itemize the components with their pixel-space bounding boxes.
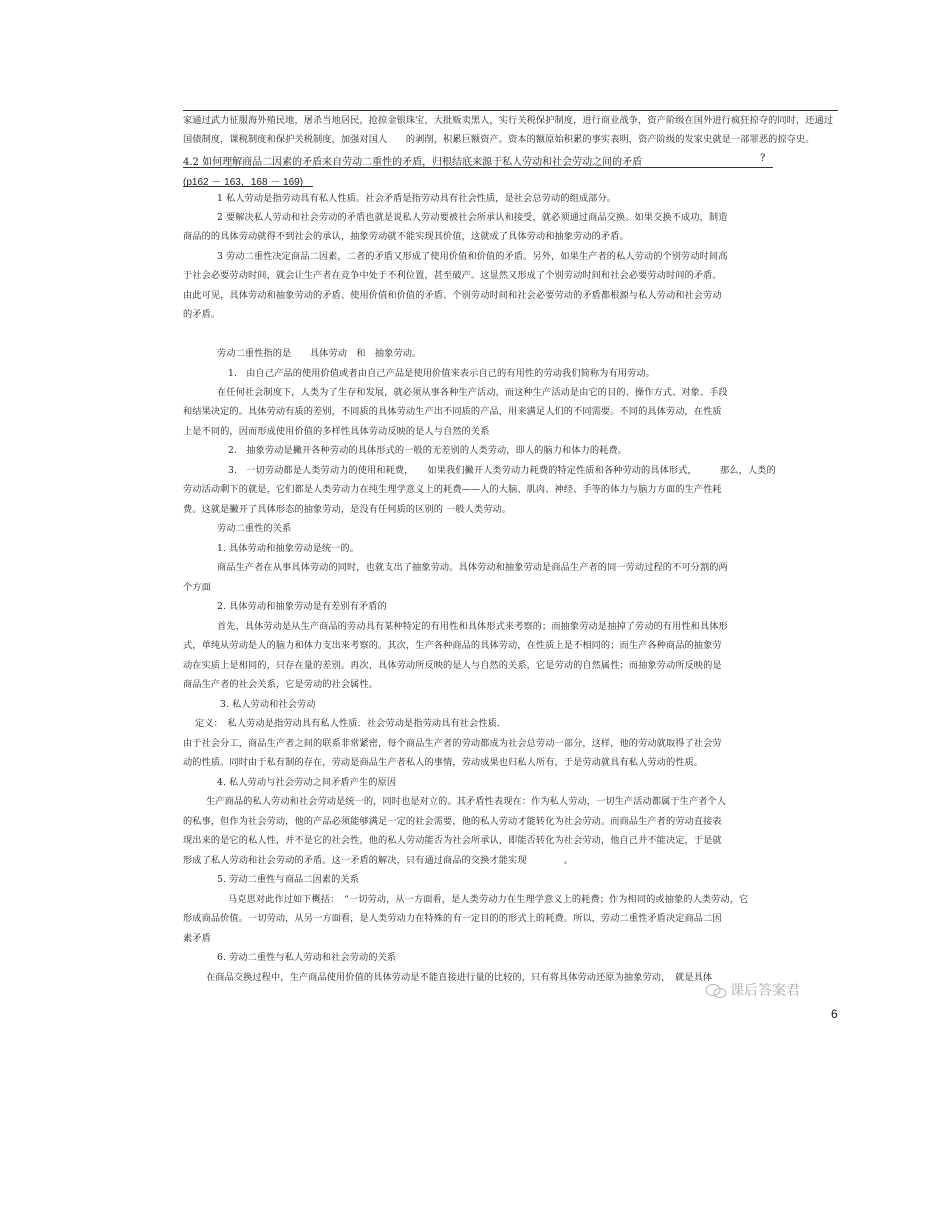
body-line: 在任何社会制度下，人类为了生存和发展，就必须从事各种生产活动，而这种生产活动是由它的目的、操作方式、对象、手段	[217, 387, 728, 398]
question-title: 4.2 如何理解商品二因素的矛盾来自劳动二重性的矛盾，归根结底来源于私人劳动和社会劳动之间的矛盾	[183, 157, 643, 168]
body-line: 1. 由自己产品的使用价值或者由自己产品是使用价值来表示自己的有用性的劳动我们简称为有用劳动。	[228, 368, 655, 379]
watermark-text: 课后答案君	[730, 983, 800, 999]
answer-line: 于社会必要劳动时间，就会让生产者在竞争中处于不利位置，甚至破产。这显然又形成了个别劳动时间和社会必要劳动时间的矛盾。	[183, 270, 722, 281]
top-rule	[183, 110, 838, 111]
body-line: 在商品交换过程中，生产商品使用价值的具体劳动是不能直接进行量的比较的，只有将具体劳动还原为抽象劳动， 就是具体	[206, 972, 713, 983]
body-line: 式，单纯从劳动是人的脑力和体力支出来考察的。其次，生产各种商品的具体劳动，在性质上是不相同的；而生产各种商品的抽象劳	[183, 640, 722, 651]
wechat-icon	[705, 984, 727, 998]
answer-line: 的矛盾。	[183, 309, 221, 320]
body-line: 商品生产者在从事具体劳动的同时，也就支出了抽象劳动。具体劳动和抽象劳动是商品生产者的同一劳动过程的不可分割的两	[217, 562, 728, 573]
pages-underline	[183, 186, 313, 187]
body-line: 3. 一切劳动都是人类劳动力的使用和耗费， 如果我们撇开人类劳动力耗费的特定性质和各种劳动的具体形式， 那么，人类的	[228, 465, 776, 476]
body-line: 劳动二重性指的是 具体劳动 和 抽象劳动。	[217, 348, 422, 359]
body-line: 劳动活动剩下的就是，它们都是人类劳动力在纯生理学意义上的耗费——人的大脑、肌肉、神经、手等的体力与脑力方面的生产性耗	[183, 484, 722, 495]
answer-line: 由此可见，具体劳动和抽象劳动的矛盾、使用价值和价值的矛盾、个别劳动时间和社会必要劳动的矛盾都根源与私人劳动和社会劳动	[183, 290, 722, 301]
watermark	[705, 980, 800, 1000]
body-line: 2. 抽象劳动是撇开各种劳动的具体形式的一般的无差别的人类劳动，即人的脑力和体力的耗费。	[228, 445, 628, 456]
page-number: 6	[831, 1007, 838, 1021]
question-pages: (p162 － 163，168 － 169)	[183, 177, 304, 188]
answer-line: 3 劳动二重性决定商品二因素，二者的矛盾又形成了使用价值和价值的矛盾。另外，如果生产者的私人劳动的个别劳动时间高	[217, 251, 728, 262]
body-line: 2. 具体劳动和抽象劳动是有差别有矛盾的	[217, 601, 387, 612]
body-line: 由于社会分工，商品生产者之间的联系非常紧密，每个商品生产者的劳动都成为社会总劳动一部分，这样，他的劳动就取得了社会劳	[183, 738, 722, 749]
body-line: 形成了私人劳动和社会劳动的矛盾。这一矛盾的解决，只有通过商品的交换才能实现 。	[183, 855, 574, 866]
body-line: 5. 劳动二重性与商品二因素的关系	[217, 874, 360, 885]
body-line: 形成商品价值。一切劳动，从另一方面看，是人类劳动力在特殊的有一定目的的形式上的耗费。所以，劳动二重性矛盾决定商品二因	[183, 913, 722, 924]
header-line: 家通过武力征服海外殖民地，屠杀当地居民，抢掠金银珠宝，大批贩卖黑人，实行关税保护制度，进行商业战争，资产阶级在国外进行疯狂掠夺的同时，还通过	[183, 115, 834, 126]
body-line: 素矛盾	[183, 933, 211, 944]
question-underline	[183, 167, 773, 168]
body-line: 定义： 私人劳动是指劳动具有私人性质．社会劳动是指劳动具有社会性质．	[195, 718, 507, 729]
body-line: 生产商品的私人劳动和社会劳动是统一的，同时也是对立的。其矛盾性表现在：作为私人劳动，一切生产活动都属于生产者个人	[206, 796, 727, 807]
answer-line: 商品的的具体劳动就得不到社会的承认，抽象劳动就不能实现其价值，这就成了具体劳动和抽象劳动的矛盾。	[183, 231, 629, 242]
body-line: 现出来的是它的私人性，并不是它的社会性，他的私人劳动能否为社会所承认，即能否转化为社会劳动，他自己并不能决定，于是就	[183, 835, 722, 846]
question-mark: ?	[760, 153, 766, 164]
body-line: 1. 具体劳动和抽象劳动是统一的。	[217, 543, 360, 554]
body-line: 的私事，但作为社会劳动，他的产品必须能够满足一定的社会需要，他的私人劳动才能转化为社会劳动。而商品生产者的劳动直接表	[183, 816, 722, 827]
body-line: 3. 私人劳动和社会劳动	[220, 699, 316, 710]
body-line: 个方面	[183, 582, 211, 593]
body-line: 4. 私人劳动与社会劳动之间矛盾产生的原因	[217, 777, 397, 788]
body-line: 劳动二重性的关系	[217, 523, 292, 534]
body-line: 6. 劳动二重性与私人劳动和社会劳动的关系	[217, 952, 397, 963]
body-line: 马克思对此作过如下概括： “一切劳动，从一方面看，是人类劳动力在生理学意义上的耗费；作为相同的或抽象的人类劳动，它	[228, 894, 749, 905]
answer-line: 1 私人劳动是指劳动具有私人性质。社会矛盾是指劳动具有社会性质，是社会总劳动的组成部分。	[217, 193, 617, 204]
body-line: 首先，具体劳动是从生产商品的劳动具有某种特定的有用性和具体形式来考察的；而抽象劳动是抽掉了劳动的有用性和具体形	[217, 621, 728, 632]
body-line: 商品生产者的社会关系，它是劳动的社会属性。	[183, 679, 379, 690]
answer-line: 2 要解决私人劳动和社会劳动的矛盾也就是说私人劳动要被社会所承认和接受，就必须通过商品交换。如果交换不成功，制造	[217, 212, 728, 223]
body-line: 上是不同的，因而形成使用价值的多样性具体劳动反映的是人与自然的关系	[183, 426, 490, 437]
body-line: 动在实质上是相同的，只存在量的差别。再次，具体劳动所反映的是人与自然的关系，它是劳动的自然属性；而抽象劳动所反映的是	[183, 660, 722, 671]
body-line: 和结果决定的。具体劳动有质的差别，不同质的具体劳动生产出不同质的产品，用来满足人们的不同需要。不同的具体劳动，在性质	[183, 406, 722, 417]
header-line: 国债制度，课税制度和保护关税制度，加强对国人 的剥削，积累巨额资产。资本的额原始积累的事实表明，资产阶级的发家史就是一部罪恶的掠夺史。	[183, 134, 815, 145]
body-line: 动的性质。同时由于私有制的存在，劳动是商品生产者私人的事情，劳动成果也归私人所有，于是劳动就具有私人劳动的性质。	[183, 757, 704, 768]
body-line: 费。这就是撇开了具体形态的抽象劳动，是没有任何质的区别的 一般人类劳动。	[183, 504, 512, 515]
